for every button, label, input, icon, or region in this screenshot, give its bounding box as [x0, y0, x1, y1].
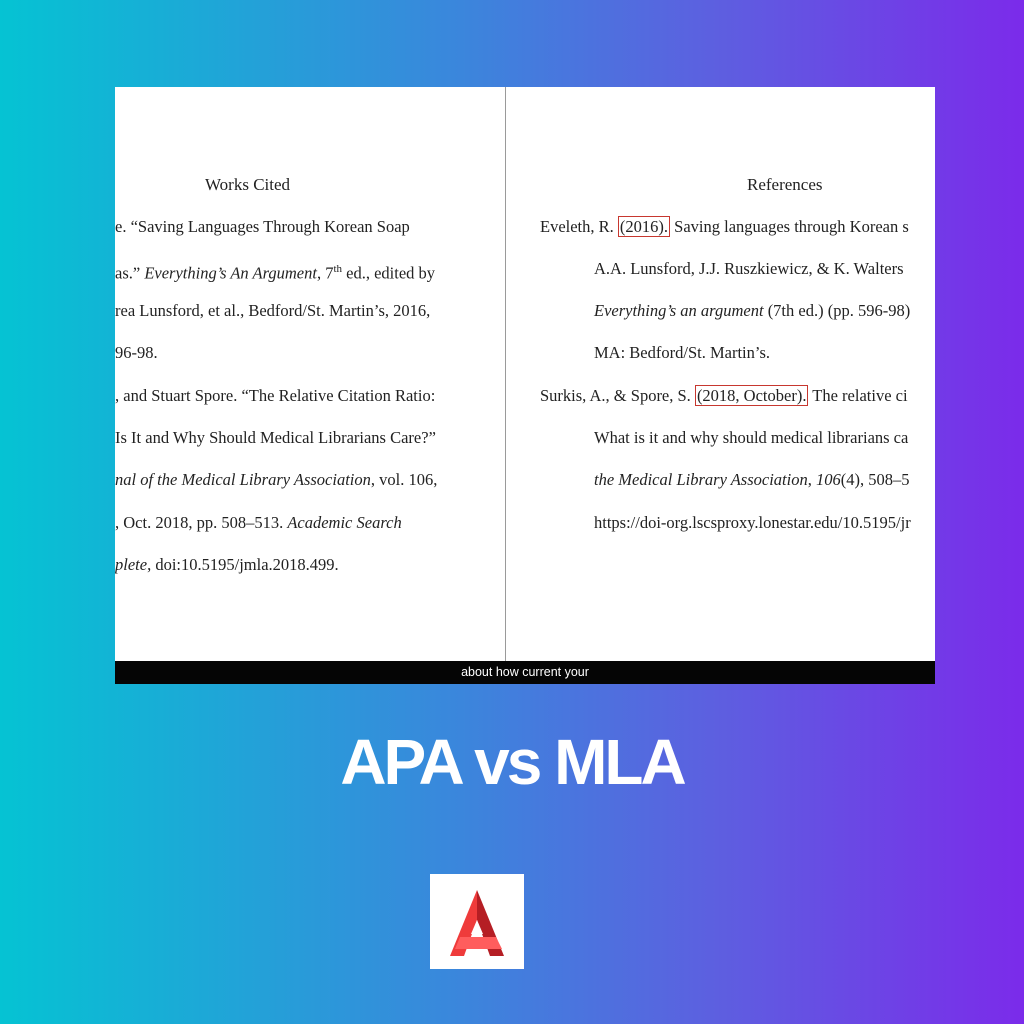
apa-entry-line: the Medical Library Association, 106(4), 508–5	[594, 470, 910, 489]
page-title: APA vs MLA	[340, 726, 684, 798]
brand-logo	[430, 874, 524, 969]
mla-panel	[115, 87, 505, 661]
date-highlight: (2018, October).	[696, 386, 807, 405]
apa-entry-line: What is it and why should medical librarians ca	[594, 428, 909, 447]
apa-entry-line: Everything’s an argument (7th ed.) (pp. 596-98)	[594, 301, 911, 320]
date-highlight: (2016).	[619, 217, 669, 236]
apa-entry-line: https://doi-org.lscsproxy.lonestar.edu/10.5195/jr	[594, 513, 911, 532]
apa-entry-line: MA: Bedford/St. Martin’s.	[594, 343, 770, 362]
mla-line: , and Stuart Spore. “The Relative Citation Ratio:	[115, 386, 436, 405]
logo-a-icon	[430, 874, 524, 969]
mla-line: e. “Saving Languages Through Korean Soap	[115, 217, 410, 236]
mla-heading: Works Cited	[205, 175, 291, 194]
mla-line: rea Lunsford, et al., Bedford/St. Martin’s, 2016,	[115, 301, 431, 320]
mla-line: plete, doi:10.5195/jmla.2018.499.	[115, 555, 339, 574]
mla-line: Is It and Why Should Medical Librarians Care?”	[115, 428, 436, 447]
mla-line: , Oct. 2018, pp. 508–513. Academic Search	[115, 513, 402, 532]
apa-heading: References	[747, 175, 823, 194]
apa-entry-line: Surkis, A., & Spore, S. (2018, October). The relative ci	[540, 386, 908, 405]
apa-panel	[506, 87, 935, 661]
video-caption: about how current your	[115, 661, 935, 684]
apa-entry-line: Eveleth, R. (2016). Saving languages through Korean s	[540, 217, 909, 236]
mla-line: 96-98.	[115, 343, 158, 362]
document-screenshot	[115, 87, 935, 684]
apa-entry-line: A.A. Lunsford, J.J. Ruszkiewicz, & K. Walters	[594, 259, 904, 278]
mla-line: as.” Everything’s An Argument, 7th ed., edited by	[115, 263, 436, 283]
mla-line: nal of the Medical Library Association, vol. 106,	[115, 470, 438, 489]
